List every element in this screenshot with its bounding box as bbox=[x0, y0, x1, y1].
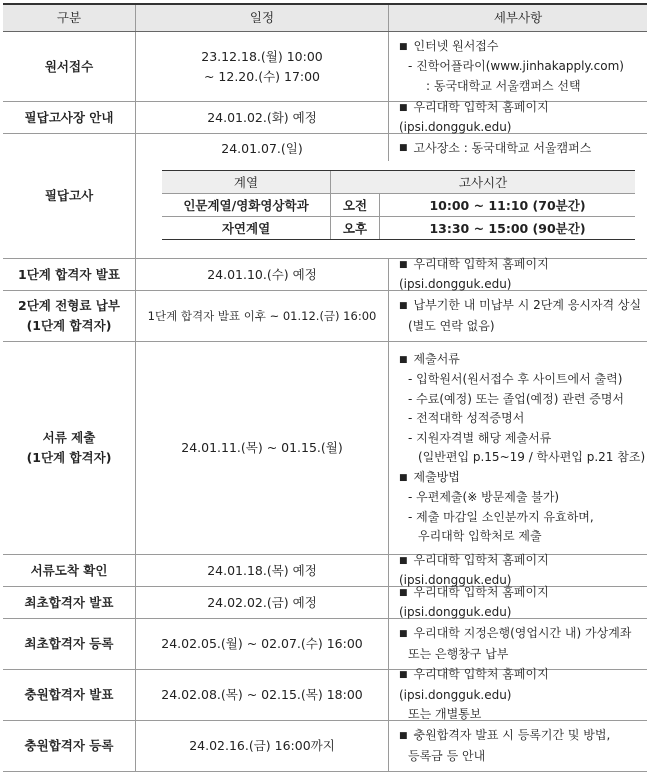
table-row-venue bbox=[3, 99, 647, 134]
row-schedule: 1단계 합격자 발표 이후 ~ 01.12.(금) 16:00 bbox=[136, 291, 389, 341]
row-label: 충원합격자 등록 bbox=[3, 721, 136, 771]
table-row-extra-register bbox=[3, 721, 647, 772]
table-row-exam bbox=[3, 134, 647, 259]
row-label: 필답고사 bbox=[3, 134, 136, 258]
exam-time-header bbox=[162, 171, 635, 194]
row-label: 충원합격자 발표 bbox=[3, 670, 136, 720]
detail-line: 고사장소 : 동국대학교 서울캠퍼스 bbox=[413, 141, 592, 155]
bullet-square-icon: ■ bbox=[399, 731, 408, 741]
detail-line: (별도 연락 없음) bbox=[408, 318, 495, 333]
detail-line: - 입학원서(원서접수 후 사이트에서 출력) bbox=[408, 372, 623, 386]
row-label: 1단계 합격자 발표 bbox=[3, 259, 136, 290]
exam-time-table bbox=[162, 170, 635, 240]
row-label: 서류도착 확인 bbox=[3, 555, 136, 586]
bullet-square-icon: ■ bbox=[399, 41, 408, 52]
row-schedule: 24.01.11.(목) ~ 01.15.(월) bbox=[136, 342, 389, 554]
row-label: 서류 제출 bbox=[42, 430, 96, 445]
exam-time: 10:00 ~ 11:10 (70분간) bbox=[429, 198, 586, 213]
detail-line: 우리대학 지정은행(영업시간 내) 가상계좌 bbox=[413, 626, 632, 640]
detail-line: 우리대학 입학처 홈페이지(ipsi.dongguk.edu) bbox=[399, 99, 549, 134]
detail-line: : 동국대학교 서울캠퍼스 선택 bbox=[426, 78, 581, 93]
detail-line: - 우편제출(※ 방문제출 불가) bbox=[408, 490, 560, 504]
row-schedule: 24.01.18.(목) 예정 bbox=[136, 555, 389, 586]
detail-line: 제출방법 bbox=[413, 469, 460, 484]
exam-time-row bbox=[162, 194, 635, 217]
table-row-extra-announce bbox=[3, 667, 647, 722]
detail-line: - 수료(예정) 또는 졸업(예정) 관련 증명서 bbox=[408, 391, 625, 406]
row-schedule: 24.02.05.(월) ~ 02.07.(수) 16:00 bbox=[136, 619, 389, 669]
detail-line: 또는 개별통보 bbox=[408, 707, 482, 722]
row-schedule: 24.02.02.(금) 예정 bbox=[136, 587, 389, 618]
detail-line: - 제출 마감일 소인분까지 유효하며, bbox=[408, 509, 594, 524]
detail-line: 우리대학 입학처로 제출 bbox=[418, 529, 542, 543]
table-row-final bbox=[3, 584, 647, 619]
track-name: 인문계열/영화영상학과 bbox=[162, 194, 331, 216]
row-schedule: 24.01.02.(화) 예정 bbox=[136, 102, 389, 133]
exam-time: 13:30 ~ 15:00 (90분간) bbox=[429, 221, 586, 236]
table-row-docs bbox=[3, 342, 647, 555]
detail-line: 충원합격자 발표 시 등록기간 및 방법, bbox=[413, 728, 611, 742]
row-label: 원서접수 bbox=[3, 32, 136, 101]
table-row-apply bbox=[3, 32, 647, 102]
schedule-end: ~ 12.20.(수) 17:00 bbox=[203, 68, 321, 84]
period: 오후 bbox=[331, 217, 380, 239]
row-label: 최초합격자 등록 bbox=[3, 619, 136, 669]
table-row-register bbox=[3, 619, 647, 670]
row-schedule: 24.01.07.(일) bbox=[136, 134, 389, 161]
bullet-square-icon: ■ bbox=[399, 587, 408, 598]
bullet-square-icon: ■ bbox=[399, 301, 408, 311]
bullet-square-icon: ■ bbox=[399, 142, 408, 153]
detail-line: 우리대학 입학처 홈페이지(ipsi.dongguk.edu) bbox=[399, 256, 549, 291]
bullet-square-icon: ■ bbox=[399, 629, 408, 639]
row-label: 2단계 전형료 납부 bbox=[18, 298, 120, 313]
row-schedule: 24.01.10.(수) 예정 bbox=[136, 259, 389, 290]
bullet-square-icon: ■ bbox=[399, 472, 408, 483]
schedule-table bbox=[3, 3, 647, 772]
detail-line: 우리대학 입학처 홈페이지(ipsi.dongguk.edu) bbox=[399, 584, 549, 619]
header-schedule: 일정 bbox=[136, 5, 389, 31]
row-label: 필답고사장 안내 bbox=[3, 102, 136, 133]
bullet-square-icon: ■ bbox=[399, 555, 408, 566]
detail-line: - 전적대학 성적증명서 bbox=[408, 411, 525, 425]
detail-line: 등록금 등 안내 bbox=[408, 748, 486, 763]
header-category: 구분 bbox=[3, 5, 136, 31]
table-row-fee bbox=[3, 291, 647, 342]
schedule-start: 23.12.18.(월) 10:00 bbox=[201, 48, 323, 64]
table-header bbox=[3, 5, 647, 32]
detail-line: - 진학어플라이(www.jinhakapply.com) bbox=[408, 59, 624, 74]
detail-line: 납부기한 내 미납부 시 2단계 응시자격 상실 bbox=[413, 298, 642, 312]
detail-line: 인터넷 원서접수 bbox=[413, 38, 499, 53]
detail-line: 또는 은행창구 납부 bbox=[408, 646, 509, 661]
bullet-square-icon: ■ bbox=[399, 102, 408, 113]
detail-line: 우리대학 입학처 홈페이지(ipsi.dongguk.edu) bbox=[399, 667, 549, 702]
row-label: 최초합격자 발표 bbox=[3, 587, 136, 618]
bullet-square-icon: ■ bbox=[399, 259, 408, 270]
detail-line: 우리대학 입학처 홈페이지(ipsi.dongguk.edu) bbox=[399, 552, 549, 587]
row-label-sub: (1단계 합격자) bbox=[26, 450, 112, 465]
row-schedule: 24.02.16.(금) 16:00까지 bbox=[136, 721, 389, 771]
detail-line: - 지원자격별 해당 제출서류 bbox=[408, 430, 552, 445]
track-name: 자연계열 bbox=[162, 217, 331, 239]
table-row-stage1 bbox=[3, 256, 647, 291]
row-label-sub: (1단계 합격자) bbox=[26, 318, 112, 333]
period: 오전 bbox=[331, 194, 380, 216]
exam-time-row bbox=[162, 217, 635, 239]
bullet-square-icon: ■ bbox=[399, 670, 408, 681]
row-schedule: 24.02.08.(목) ~ 02.15.(목) 18:00 bbox=[136, 670, 389, 720]
detail-line: (일반편입 p.15~19 / 학사편입 p.21 참조) bbox=[418, 450, 646, 464]
header-exam-time: 고사시간 bbox=[458, 175, 508, 190]
bullet-square-icon: ■ bbox=[399, 354, 408, 365]
header-track: 계열 bbox=[162, 171, 331, 193]
header-details: 세부사항 bbox=[493, 10, 543, 26]
detail-line: 제출서류 bbox=[413, 351, 460, 366]
